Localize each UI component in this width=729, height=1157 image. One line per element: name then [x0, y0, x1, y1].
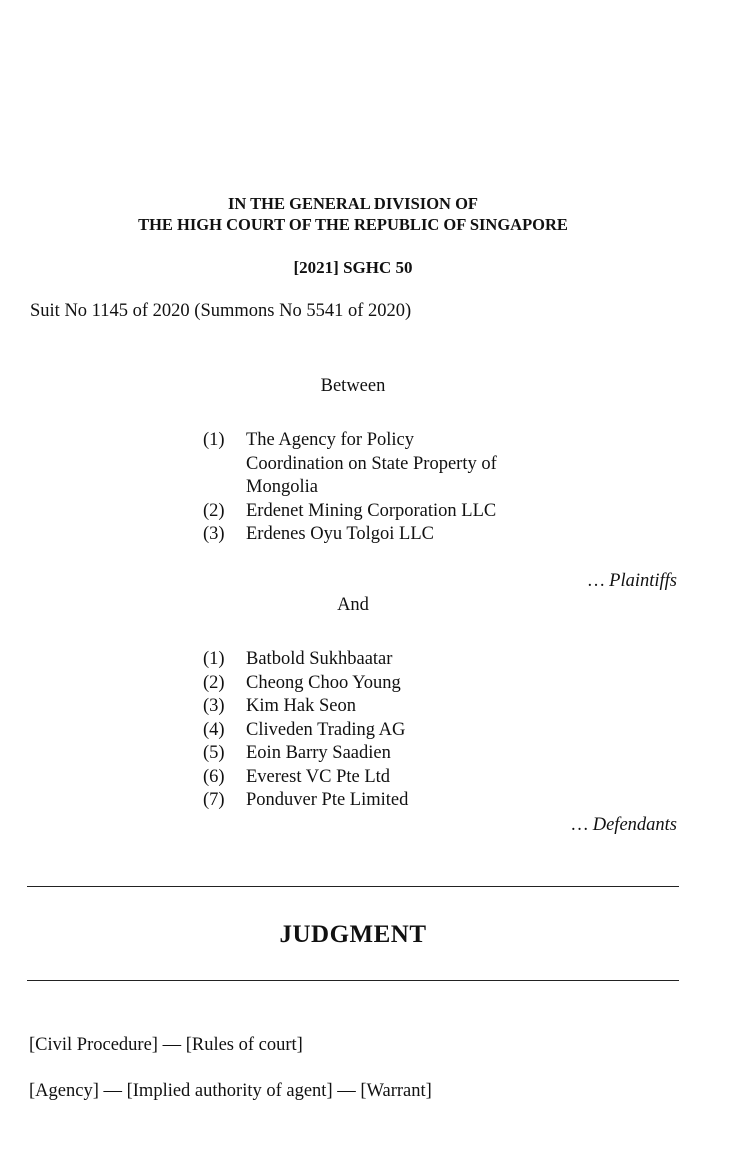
party-number: (7)	[203, 790, 225, 810]
party-name: Cheong Choo Young	[246, 672, 401, 693]
list-item	[203, 672, 516, 696]
catchword-line: [Civil Procedure] — [Rules of court]	[29, 1035, 303, 1055]
list-item	[203, 695, 516, 719]
party-number: (4)	[203, 719, 225, 740]
party-name: Everest VC Pte Ltd	[246, 766, 391, 787]
case-citation: [2021] SGHC 50	[293, 258, 413, 277]
party-number: (3)	[203, 524, 225, 544]
defendants-label: … Defendants	[571, 815, 677, 835]
list-item	[203, 742, 516, 766]
list-item	[203, 500, 516, 524]
party-number: (2)	[203, 500, 225, 521]
judgment-title: JUDGMENT	[279, 921, 427, 948]
party-name: Eoin Barry Saadien	[246, 743, 391, 763]
court-name-line: THE HIGH COURT OF THE REPUBLIC OF SINGAPORE	[138, 215, 568, 234]
list-item	[203, 766, 516, 790]
party-name: Erdenet Mining Corporation LLC	[246, 500, 497, 521]
plaintiffs-label: … Plaintiffs	[588, 571, 677, 591]
between-label: Between	[320, 376, 386, 396]
list-item	[203, 789, 516, 813]
list-item	[203, 719, 516, 743]
list-item	[203, 429, 516, 500]
top-divider	[27, 886, 679, 887]
party-number: (6)	[203, 766, 225, 787]
bottom-divider	[27, 980, 679, 981]
court-division-line: IN THE GENERAL DIVISION OF	[227, 194, 478, 213]
party-number: (5)	[203, 743, 225, 763]
plaintiffs-list	[203, 429, 516, 547]
suit-number: Suit No 1145 of 2020 (Summons No 5541 of 2020)	[30, 301, 412, 321]
list-item	[203, 648, 516, 672]
party-name: Cliveden Trading AG	[246, 719, 406, 740]
list-item	[203, 523, 516, 547]
and-label: And	[337, 595, 369, 615]
party-name: The Agency for Policy Coordination on State Property of Mongolia	[246, 430, 497, 497]
catchword-line: [Agency] — [Implied authority of agent] — [Warrant]	[29, 1081, 432, 1101]
party-name: Erdenes Oyu Tolgoi LLC	[246, 524, 434, 544]
party-number: (1)	[203, 649, 225, 669]
defendants-list	[203, 648, 516, 813]
party-name: Batbold Sukhbaatar	[246, 649, 393, 669]
party-name: Ponduver Pte Limited	[246, 790, 409, 810]
party-name: Kim Hak Seon	[246, 696, 356, 716]
party-number: (3)	[203, 696, 225, 716]
party-number: (2)	[203, 672, 225, 693]
party-number: (1)	[203, 430, 225, 450]
